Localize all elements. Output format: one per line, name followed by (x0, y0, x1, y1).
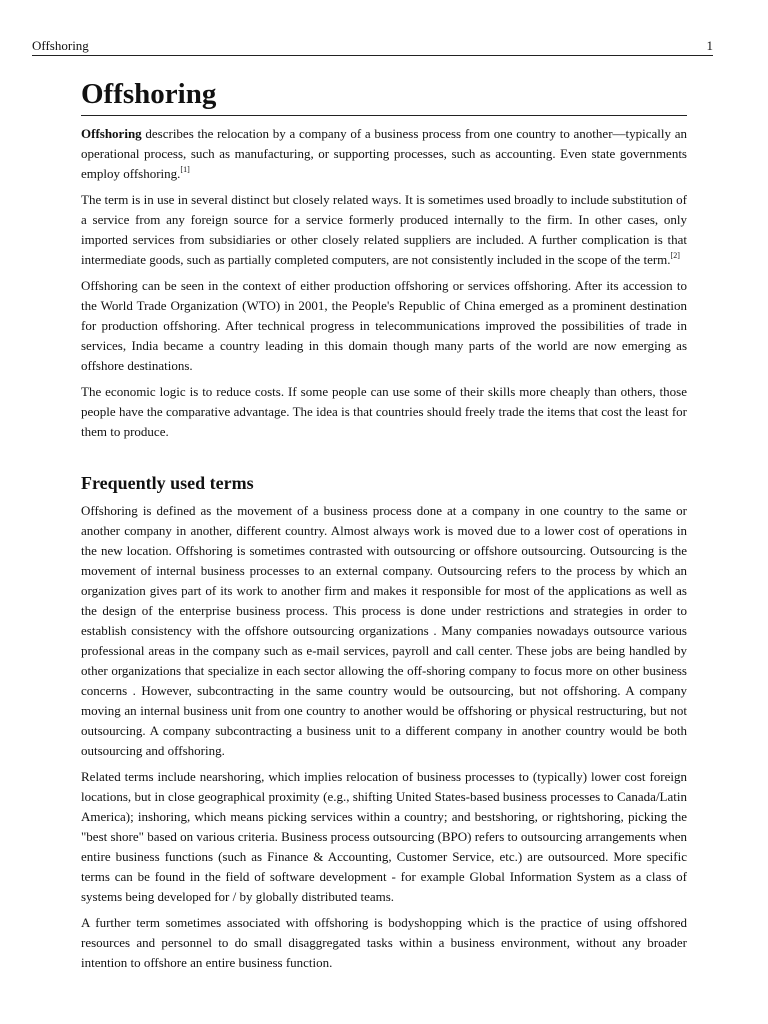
section-paragraph: Offshoring is defined as the movement of a business process done at a company in one country to the same or another company in another, different country. Almost always work is moved due to a lower cost of operations in the new location. Offshoring is sometimes contrasted with outsourcing or offshore outsourcing. Outsourcing is the movement of internal business processes to an external company. Outsourcing refers to the process by which an organization gives part of its work to another firm and makes it responsible for most of the applications as well as the design of the enterprise business process. This process is done under restrictions and strategies in order to establish consistency with the offshore outsourcing organizations . Many companies nowadays outsource various professional areas in the company such as e-mail services, payroll and call center. These jobs are being handled by other organizations that specialize in each sector allowing the off-shoring company to focus more on other business concerns . However, subcontracting in the same country would be outsourcing, but not offshoring. A company moving an internal business unit from one country to another would be offshoring or physical restructuring, but not outsourcing. A company subcontracting a business unit to a different company in another country would be both outsourcing and offshoring. (81, 503, 687, 758)
article-body (81, 77, 687, 979)
terms-text: The term is in use in several distinct but closely related ways. It is sometimes used broadly to include substitution of a service from any foreign source for a service formerly produced internally to the firm. In other cases, only imported services from subsidiaries or other closely related suppliers are included. A further complication is that intermediate goods, such as partially completed computers, are not consistently included in the scope of the term. (81, 192, 687, 267)
page-header (32, 38, 713, 56)
page-number: 1 (706, 38, 713, 53)
section-paragraph: Related terms include nearshoring, which implies relocation of business processes to (typically) lower cost foreign locations, but in close geographical proximity (e.g., shifting United States-based business processes to Canada/Latin America); inshoring, which means picking services within a country; and bestshoring, or rightshoring, picking the "best shore" based on various criteria. Business process outsourcing (BPO) refers to outsourcing arrangements when entire business functions (such as Finance & Accounting, Customer Service, etc.) are outsourced. More specific terms can be found in the field of software development - for example Global Information System as a class of systems being developed for / by globally distributed teams. (81, 769, 687, 904)
running-title: Offshoring (32, 38, 89, 53)
citation-ref-1[interactable]: [1] (180, 165, 190, 174)
intro-text: describes the relocation by a company of a business process from one country to another—typically an operational process, such as manufacturing, or supporting processes, such as accounting. Even state governments employ offshoring. (81, 126, 687, 181)
citation-ref-2[interactable]: [2] (670, 251, 680, 260)
economic-paragraph: The economic logic is to reduce costs. If some people can use some of their skills more cheaply than others, those people have the comparative advantage. The idea is that countries should freely trade the items that cost the least for them to produce. (81, 384, 687, 439)
section-paragraph: A further term sometimes associated with offshoring is bodyshopping which is the practice of using offshored resources and personnel to do small disaggregated tasks within a business environment, without any broader intention to offshore an entire business function. (81, 915, 687, 970)
terms-paragraph (81, 190, 687, 270)
article-title: Offshoring (81, 77, 687, 116)
intro-paragraph (81, 124, 687, 184)
section-heading: Frequently used terms (81, 473, 254, 493)
intro-bold-term: Offshoring (81, 126, 142, 141)
context-paragraph: Offshoring can be seen in the context of either production offshoring or services offshoring. After its accession to the World Trade Organization (WTO) in 2001, the People's Republic of China emerged as a prominent destination for production offshoring. After technical progress in telecommunications improved the possibilities of trade in services, India became a country leading in this domain though many parts of the world are now emerging as offshore destinations. (81, 278, 687, 373)
